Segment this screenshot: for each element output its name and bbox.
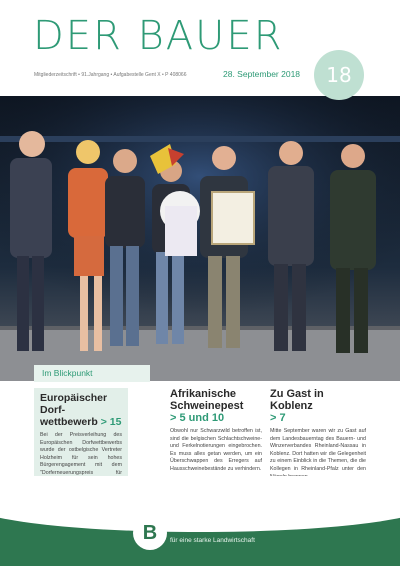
publication-info: Mitgliederzeitschrift • 91.Jahrgang • Aufgabestelle Gent X • P 408066 bbox=[34, 72, 187, 78]
issue-number-badge: 18 bbox=[314, 50, 364, 100]
article-headline: Afrikanische Schweinepest > 5 und 10 bbox=[170, 388, 244, 424]
page-reference: > 15 bbox=[100, 416, 122, 428]
page-reference: > 5 und 10 bbox=[170, 412, 225, 424]
bauernbund-logo-icon: B bbox=[133, 516, 167, 550]
article-teaser[interactable] bbox=[270, 388, 366, 481]
organization-name: BAUERNBUND bbox=[170, 520, 261, 534]
cover-photo bbox=[0, 96, 400, 381]
article-body: Bei der Preisverleihung des Europäischen Dorfwettbewerbs wurde der ostbelgische Vertreter Holzheim für sein hohes Bürgerengagement mit dem "Dorferneuerungspreis für bbox=[40, 432, 122, 476]
issue-date: 28. September 2018 bbox=[223, 69, 301, 79]
organization-tagline: für eine starke Landwirtschaft bbox=[170, 537, 255, 544]
article-teaser[interactable] bbox=[34, 388, 128, 484]
article-body: Mitte September waren wir zu Gast auf dem Landesbauerntag des Bauern- und Winzerverbandes Rheinland-Nassau in Koblenz. Dort hatten wir die Gelegenheit zu einem Einblick in die Themen, die die Kollegen in Rheinland-Pfalz unter den bbox=[270, 428, 366, 472]
article-headline: Europäischer Dorf-wettbewerb > 15 bbox=[40, 392, 122, 428]
article-body: Obwohl nur Schwarzwild betroffen ist, sind die belgischen Schlachtschweine- und Ferkelnotierungen eingebrochen. Es muss alles getan werden, um ein Überschwappen des Erregers auf Hausschweinebestände zu verhindern. bbox=[170, 428, 262, 472]
article-teaser[interactable] bbox=[170, 388, 262, 474]
page-reference: > 7 bbox=[270, 412, 286, 424]
award-ceremony-photo bbox=[0, 96, 400, 381]
article-headline: Zu Gast in Koblenz > 7 bbox=[270, 388, 324, 424]
page-title: DER BAUER bbox=[33, 13, 284, 59]
section-label: Im Blickpunkt bbox=[34, 365, 150, 382]
footer-band bbox=[0, 510, 400, 566]
